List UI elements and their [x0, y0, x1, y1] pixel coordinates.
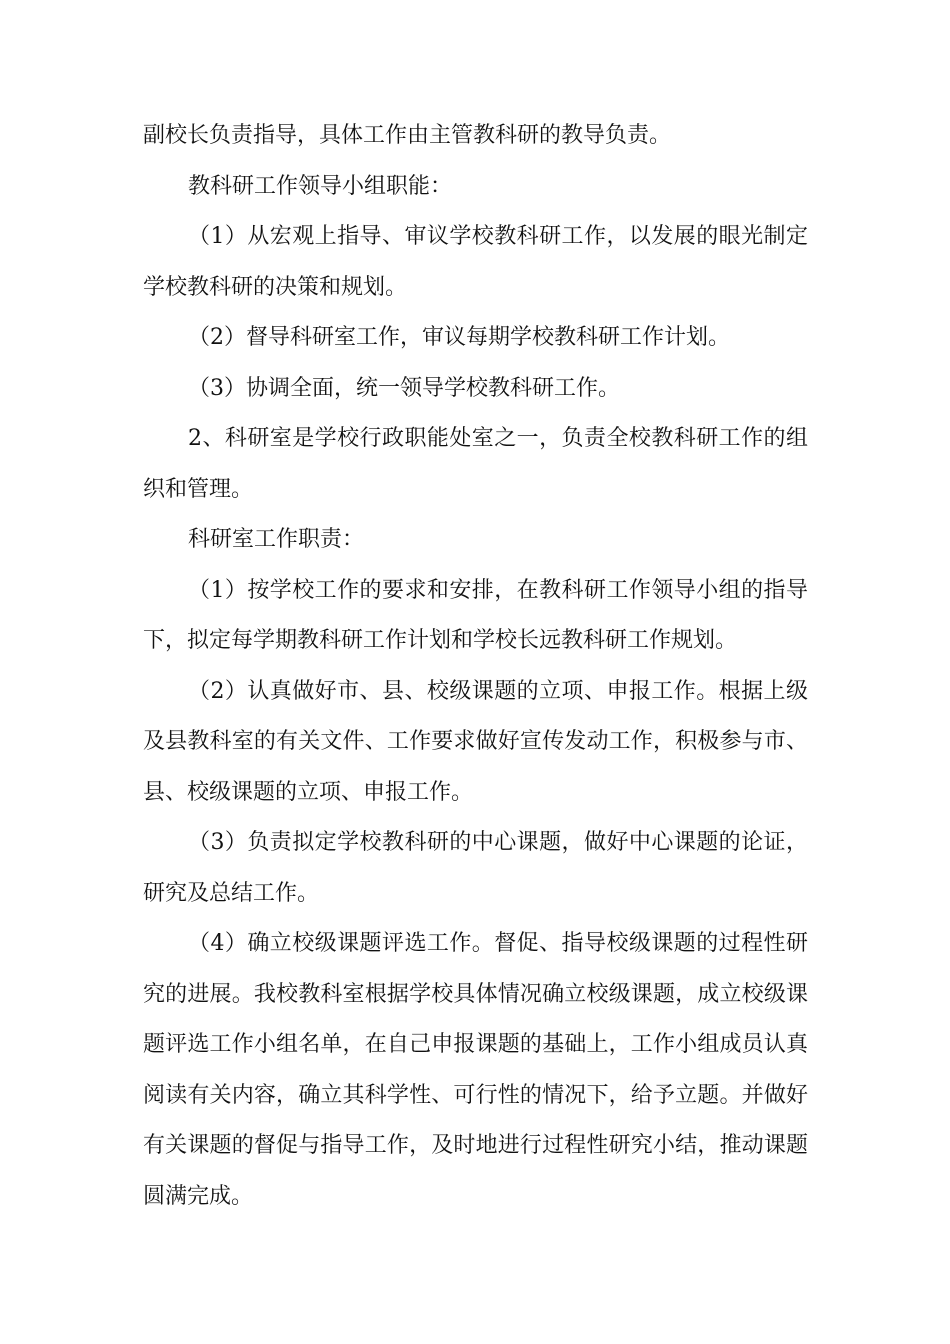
- paragraph-item-3: （3）协调全面，统一领导学校教科研工作。: [188, 375, 620, 401]
- paragraph-section-heading: 教科研工作领导小组职能：: [188, 173, 453, 199]
- paragraph-continuation: 副校长负责指导，具体工作由主管教科研的教导负责。: [143, 123, 672, 148]
- paragraph-duty-4: （4）确立校级课题评选工作。督促、指导校级课题的过程性研究的进展。我校教科室根据学校具体情况确立校级课题，成立校级课题评选工作小组名单，在自己申报课题的基础上，工作小组成员认真阅读有关内容，确立其科学性、可行性的情况下，给予立题。并做好有关课题的督促与指导工作，及时地进行过程性研究小结，推动课题圆满完成。: [143, 931, 808, 1209]
- paragraph-item-2: （2）督导科研室工作，审议每期学校教科研工作计划。: [188, 325, 730, 350]
- document-body: [143, 111, 808, 1222]
- paragraph-duty-1: （1）按学校工作的要求和安排，在教科研工作领导小组的指导下，拟定每学期教科研工作计划和学校长远教科研工作规划。: [143, 577, 808, 653]
- paragraph-point-2: 2、科研室是学校行政职能处室之一，负责全校教科研工作的组织和管理。: [143, 426, 808, 502]
- paragraph-item-1: （1）从宏观上指导、审议学校教科研工作，以发展的眼光制定学校教科研的决策和规划。: [143, 224, 808, 300]
- paragraph-duty-3: （3）负责拟定学校教科研的中心课题，做好中心课题的论证，研究及总结工作。: [143, 830, 808, 906]
- paragraph-section-heading-2: 科研室工作职责：: [188, 527, 365, 552]
- paragraph-duty-2: （2）认真做好市、县、校级课题的立项、申报工作。根据上级及县教科室的有关文件、工作要求做好宣传发动工作，积极参与市、县、校级课题的立项、申报工作。: [143, 678, 808, 805]
